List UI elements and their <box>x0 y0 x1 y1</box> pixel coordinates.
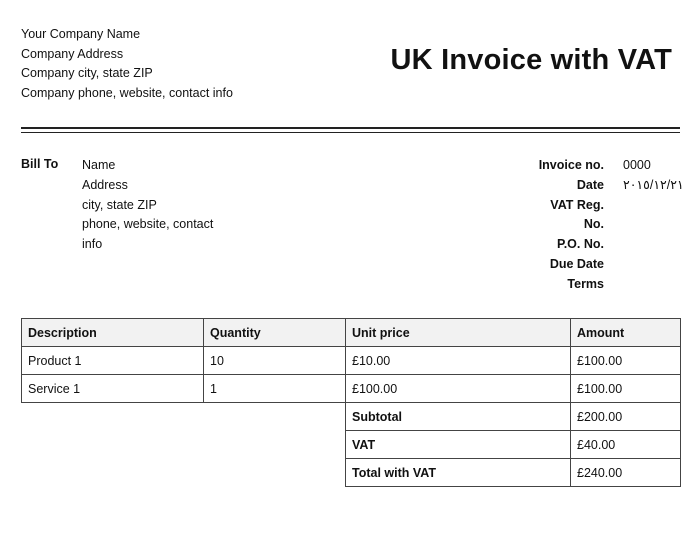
invoice-no-label: Invoice no. <box>538 158 604 172</box>
item-quantity: 1 <box>204 375 346 403</box>
bill-to-address <box>82 156 232 255</box>
bill-to-label: Bill To <box>21 157 59 171</box>
vat-no-label: No. <box>583 217 604 232</box>
subtotal-row <box>22 403 681 431</box>
header-divider-thick <box>21 127 680 129</box>
item-description: Product 1 <box>22 347 204 375</box>
header-divider-thin <box>21 132 680 133</box>
blank-cell <box>22 431 346 459</box>
due-date-label: Due Date <box>549 256 604 271</box>
total-row <box>22 459 681 487</box>
item-quantity: 10 <box>204 347 346 375</box>
col-amount-header: Amount <box>571 319 681 347</box>
bill-to-street: Address <box>82 177 128 192</box>
col-description-header: Description <box>22 319 204 347</box>
invoice-no-value: 0000 <box>623 158 651 172</box>
subtotal-label: Subtotal <box>346 403 571 431</box>
item-description: Service 1 <box>22 375 204 403</box>
table-header-row <box>22 319 681 347</box>
blank-cell <box>22 403 346 431</box>
item-unit-price: £100.00 <box>346 375 571 403</box>
bill-to-contact-cont: info <box>82 237 103 252</box>
invoice-meta-values <box>623 156 684 196</box>
vat-value: £40.00 <box>571 431 681 459</box>
item-amount: £100.00 <box>571 375 681 403</box>
vat-reg-label: VAT Reg. <box>550 197 604 212</box>
company-info <box>21 25 233 103</box>
bill-to-city: city, state ZIP <box>82 197 157 212</box>
date-value: ٢٠١٥/١٢/٢١ <box>623 177 684 192</box>
vat-label: VAT <box>346 431 571 459</box>
total-label: Total with VAT <box>346 459 571 487</box>
bill-to-name: Name <box>82 158 116 172</box>
total-value: £240.00 <box>571 459 681 487</box>
invoice-meta-labels <box>539 156 604 295</box>
col-quantity-header: Quantity <box>204 319 346 347</box>
items-table <box>21 318 681 487</box>
item-amount: £100.00 <box>571 347 681 375</box>
blank-cell <box>22 459 346 487</box>
bill-to-contact: phone, website, contact <box>82 217 214 232</box>
company-contact: Company phone, website, contact info <box>21 85 233 100</box>
col-unit-price-header: Unit price <box>346 319 571 347</box>
company-address: Company Address <box>21 46 124 61</box>
company-city: Company city, state ZIP <box>21 66 153 81</box>
invoice-title: UK Invoice with VAT <box>390 44 672 76</box>
item-unit-price: £10.00 <box>346 347 571 375</box>
date-label: Date <box>576 177 604 192</box>
table-row <box>22 375 681 403</box>
po-no-label: P.O. No. <box>556 237 604 252</box>
terms-label: Terms <box>567 276 604 291</box>
table-row <box>22 347 681 375</box>
company-name: Your Company Name <box>21 27 141 41</box>
subtotal-value: £200.00 <box>571 403 681 431</box>
vat-row <box>22 431 681 459</box>
